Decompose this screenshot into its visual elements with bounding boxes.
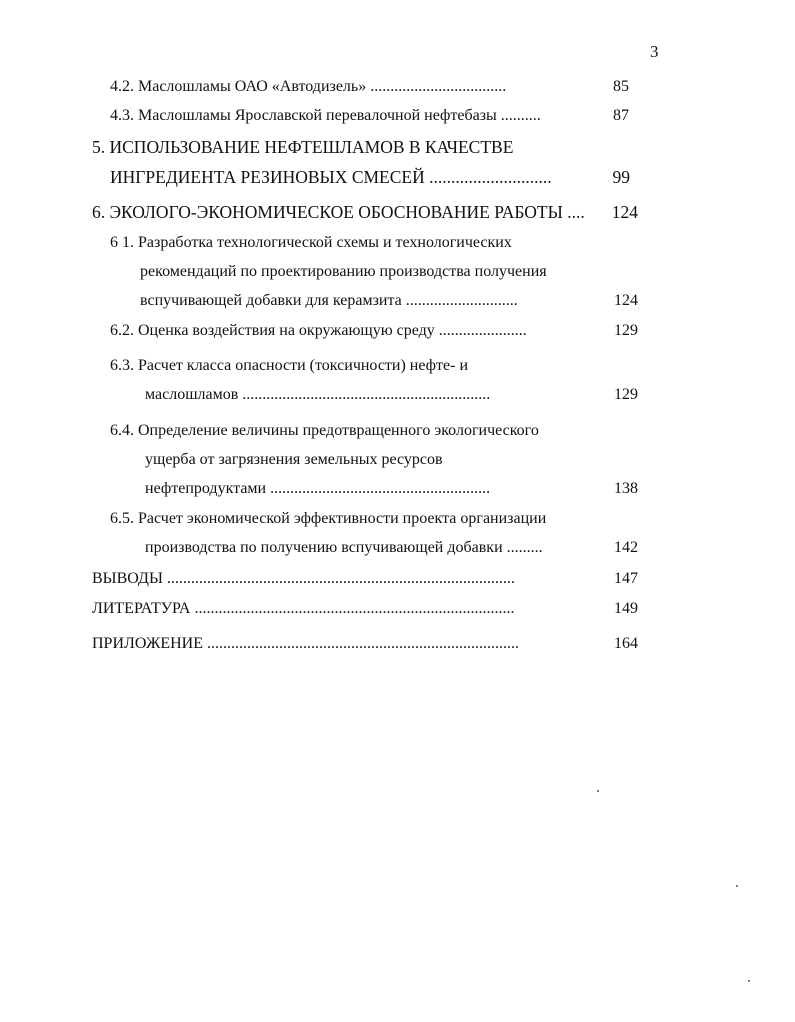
toc-entry-6: 6. ЭКОЛОГО-ЭКОНОМИЧЕСКОЕ ОБОСНОВАНИЕ РАБОТЫ .... (92, 202, 585, 222)
toc-page-4-3: 87 (613, 107, 629, 124)
toc-page-6-3: 129 (614, 386, 638, 403)
toc-entry-6-1-line2: рекомендаций по проектированию производства получения (140, 263, 547, 280)
toc-entry-6-5-line2: производства по получению вспучивающей добавки ......... (145, 539, 543, 556)
toc-page-6-2: 129 (614, 322, 638, 339)
toc-page-6-4: 138 (614, 480, 638, 497)
toc-entry-6-5-line1: 6.5. Расчет экономической эффективности проекта организации (110, 510, 547, 527)
toc-page-5: 99 (612, 167, 630, 187)
toc-entry-6-1-line1: 6 1. Разработка технологической схемы и технологических (110, 234, 512, 251)
toc-page-literature: 149 (614, 600, 638, 617)
toc-entry-6-4-line3: нефтепродуктами ....................................................... (145, 480, 491, 497)
toc-entry-6-1-line3: вспучивающей добавки для керамзита ............................ (140, 292, 518, 309)
toc-page-appendix: 164 (614, 635, 638, 652)
scan-speck (748, 980, 750, 982)
toc-entry-6-4-line1: 6.4. Определение величины предотвращенного экологического (110, 422, 539, 439)
page-number: 3 (650, 42, 659, 61)
scan-speck (736, 885, 738, 887)
toc-entry-literature: ЛИТЕРАТУРА ................................................................................ (92, 600, 515, 617)
toc-entry-conclusions: ВЫВОДЫ ....................................................................................... (92, 570, 515, 587)
toc-entry-appendix: ПРИЛОЖЕНИЕ .............................................................................. (92, 635, 520, 652)
toc-entry-5-line2: ИНГРЕДИЕНТА РЕЗИНОВЫХ СМЕСЕЙ ............................ (110, 167, 552, 187)
toc-entry-6-4-line2: ущерба от загрязнения земельных ресурсов (145, 451, 443, 468)
toc-page-conclusions: 147 (614, 570, 638, 587)
toc-page-6-1: 124 (614, 292, 638, 309)
scan-speck (597, 790, 599, 792)
toc-entry-4-2: 4.2. Маслошламы ОАО «Автодизель» .................................. (110, 78, 507, 95)
toc-entry-5-line1: 5. ИСПОЛЬЗОВАНИЕ НЕФТЕШЛАМОВ В КАЧЕСТВЕ (92, 137, 514, 157)
toc-entry-4-3: 4.3. Маслошламы Ярославской перевалочной нефтебазы .......... (110, 107, 541, 124)
toc-entry-6-2: 6.2. Оценка воздействия на окружающую среду ...................... (110, 322, 527, 339)
toc-page-4-2: 85 (613, 78, 629, 95)
toc-entry-6-3-line2: маслошламов .............................................................. (145, 386, 491, 403)
toc-entry-6-3-line1: 6.3. Расчет класса опасности (токсичности) нефте- и (110, 357, 469, 374)
toc-page-6-5: 142 (614, 539, 638, 556)
toc-page-6: 124 (611, 202, 638, 222)
